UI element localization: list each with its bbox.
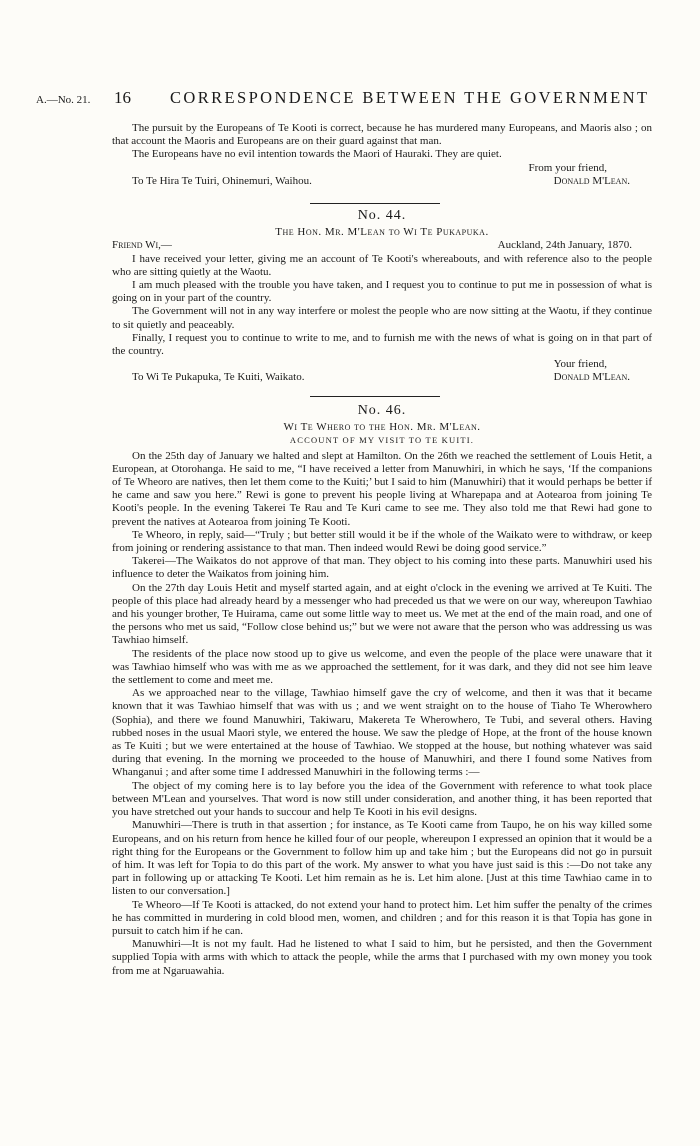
section-rule — [310, 203, 440, 204]
paragraph: As we approached near to the village, Tawhiao himself gave the cry of welcome, and then it was that it became known that it was Tawhiao himself that was with us ; and we went straight on to the house of Tiaho Te Wherowhero (Sophia), and there we found Manuwhiri, Takiwaru, Makereta Te Wherowhero, Te Tubi, and several others. Having rubbed noses in the usual Maori style, we entered the house. We saw the pledge of Hope, at the front of the house known as Te Kuiti ; but we were entertained at the house of Tawhiao. We stopped at the house, but nothing whatever was said during that evening. In the morning we proceeded to the house of Manuwhiri, and there I found some Natives from Whanganui ; and after some time I addressed Manuwhiri in the following terms :— — [112, 687, 652, 779]
place-date: Auckland, 24th January, 1870. — [497, 239, 632, 252]
letter-number: No. 46. — [357, 403, 407, 418]
paragraph: I have received your letter, giving me an account of Te Kooti's whereabouts, and with reference also to the people who are sitting quietly at the Waotu. — [112, 252, 652, 278]
paragraph: The Government will not in any way interfere or molest the people who are now sitting at the Waotu, if they continue to sit quietly and peaceably. — [112, 305, 652, 331]
letter-44 — [112, 209, 652, 385]
paragraph: The object of my coming here is to lay before you the idea of the Government with reference to what took place between M'Lean and yourselves. That word is now still under consideration, and another thing, it has been reported that you have stretched out your hands to succour and help Te Kooti in his evil designs. — [112, 779, 652, 819]
closing: From your friend, — [528, 161, 607, 174]
signature: Donald M'Lean. — [553, 371, 630, 384]
paragraph: Te Wheoro, in reply, said—“Truly ; but better still would it be if the whole of the Waikato were to withdraw, or keep from joining or rendering assistance to that man. Then indeed would Rewi be doing good service.” — [112, 528, 652, 555]
paragraph: Te Wheoro—If Te Kooti is attacked, do not extend your hand to protect him. Let him suffer the penalty of the crimes he has committed in murdering in cold blood men, women, and children ; and for this reason it is that Topia has gone in pursuit to catch him if he can. — [112, 898, 652, 937]
paragraph: The residents of the place now stood up to give us welcome, and even the people of the place were unaware that it was Tawhiao himself who was with me as we approached the settlement, for it was dark, and they did not see him leave the settlement to come and meet me. — [112, 647, 652, 687]
letter-heading: The Hon. Mr. M'Lean to Wi Te Pukapuka. — [275, 226, 489, 239]
addressee: To Te Hira Te Tuiri, Ohinemuri, Waihou. — [132, 174, 312, 187]
page-number: 16 — [114, 88, 131, 107]
running-title: CORRESPONDENCE BETWEEN THE GOVERNMENT — [170, 88, 650, 107]
addressee: To Wi Te Pukapuka, Te Kuiti, Waikato. — [132, 371, 305, 384]
letter-heading: Wi Te Whero to the Hon. Mr. M'Lean. — [283, 421, 481, 434]
paragraph: The pursuit by the Europeans of Te Kooti is correct, because he has murdered many Europeans, and Maoris also ; on that account the Maoris and Europeans are on their guard against that man. — [112, 122, 652, 148]
page-header — [36, 88, 664, 112]
salutation: Friend Wi,— — [112, 239, 172, 252]
paragraph: Finally, I request you to continue to write to me, and to furnish me with the news of what is going on in that part of the country. — [112, 331, 652, 358]
paragraph: Manuwhiri—There is truth in that assertion ; for instance, as Te Kooti came from Taupo, he on his way killed some Europeans, and on his return from hence he killed four of our people, whereupon I expressed an opinion that it would be a right thing for the Europeans or the Government to follow him up and take him ; but the Europeans did not go in pursuit of him. It was left for Topia to do this part of the work. My answer to what you have just said is this :—Do not take any part in following up or attacking Te Kooti. Let him remain as he is. Let him alone. [Just at this time Tawhiao came in to listen to our conversation.] — [112, 819, 652, 898]
paper-reference: A.—No. 21. — [36, 94, 91, 106]
letter-46 — [112, 404, 652, 978]
paragraph: I am much pleased with the trouble you have taken, and I request you to continue to put me in possession of what is going on in your part of the country. — [112, 279, 652, 305]
signature: Donald M'Lean. — [553, 174, 630, 187]
paragraph: On the 25th day of January we halted and slept at Hamilton. On the 26th we reached the settlement of Louis Hetit, a European, at Otorohanga. He said to me, “I have received a letter from Manuwhiri, in which he says, ‘If the companions of Te Wheoro are natives, then let them come to the Kuiti;’ but I said to him (Manuwhiri) that it would perhaps be better if he came and saw you here.” Rewi is gone to prevent his people living at Wharepapa and at Aotearoa from joining Te Kooti's people. In the evening Takerei Te Rau and Te Kuri came to see me. They also told me that Rewi had gone to prevent the natives at Aotearoa from joining Te Kooti. — [112, 449, 652, 528]
signature-row — [112, 371, 652, 384]
closing: Your friend, — [553, 358, 607, 371]
paragraph: Takerei—The Waikatos do not approve of that man. They object to his coming into these parts. Manuwhiri used his influence to deter the Waikatos from joining him. — [112, 555, 652, 581]
signature-row — [112, 175, 652, 188]
paragraph: Manuwhiri—It is not my fault. Had he listened to what I said to him, but he persisted, and then the Government supplied Topia with arms with which to attack the people, while the arms that I purchased with my own money you took from me at Ngaruawahia. — [112, 938, 652, 977]
letter-continuation — [112, 122, 652, 188]
section-rule — [310, 396, 440, 397]
paragraph: On the 27th day Louis Hetit and myself started again, and at eight o'clock in the evening we arrived at Te Kuiti. The people of this place had already heard by a messenger who had preceded us that we were on our way, whereupon Tawhiao and his younger brother, Te Huirama, came out some little way to meet us. We met at the end of the main road, and one of the persons who met us said, “Follow close behind us;” but we were not aware that the person who was addressing us was Tawhiao himself. — [112, 581, 652, 647]
paragraph: The Europeans have no evil intention towards the Maori of Hauraki. They are quiet. — [132, 148, 502, 161]
letter-subheading: ACCOUNT OF MY VISIT TO TE KUITI. — [289, 435, 475, 446]
letter-number: No. 44. — [357, 208, 407, 223]
salutation-row — [112, 239, 652, 252]
